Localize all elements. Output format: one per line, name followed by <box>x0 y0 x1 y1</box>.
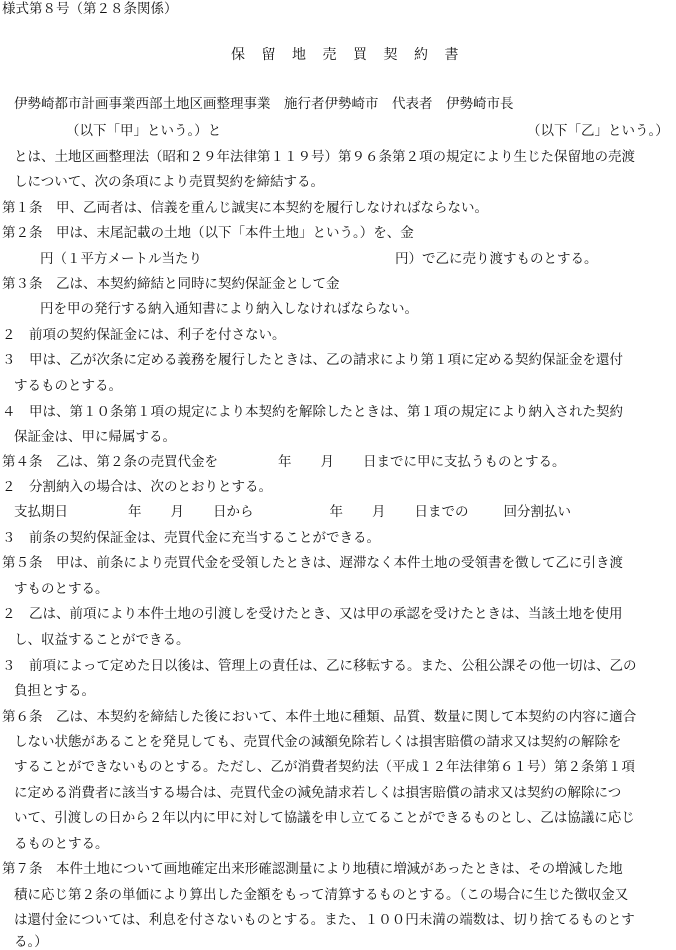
document-title: 保留地売買契約書 <box>231 47 475 63</box>
article-3-para: ４ 甲は、第１０条第１項の規定により本契約を解除したときは、第１項の規定により納入された契約 <box>2 404 623 420</box>
article-2-line: 第２条 甲は、末尾記載の土地（以下「本件土地」という。）を、金 <box>2 225 414 241</box>
preamble-line: しについて、次の条項により売買契約を締結する。 <box>14 174 324 190</box>
article-6-line: 第６条 乙は、本契約を締結した後において、本件土地に種類、品質、数量に関して本契約の内容に適合 <box>2 709 637 725</box>
article-3-line: 第３条 乙は、本契約締結と同時に契約保証金として金 <box>2 276 340 292</box>
article-7-line: は還付金については、利息を付さないものとする。また、１００円未満の端数は、切り捨てるものとす <box>14 912 635 928</box>
installment-schedule <box>14 506 571 520</box>
article-5-para: 負担とする。 <box>14 683 95 699</box>
article-4-text: 第４条 乙は、第２条の売買代金を <box>2 454 218 470</box>
form-label: 様式第８号（第２８条関係） <box>2 1 178 17</box>
article-2-price-label: 円（１平方メートル当たり <box>40 251 202 267</box>
article-5-para: し、収益することができる。 <box>14 632 190 648</box>
article-2-unit-price-label: 円）で乙に売り渡すものとする。 <box>395 251 598 267</box>
article-5-line: すものとする。 <box>14 581 109 597</box>
otsu-label: （以下「乙」という。） <box>527 123 669 139</box>
preamble-line: とは、土地区画整理法（昭和２９年法律第１１９号）第９６条第２項の規定により生じた保留地の売渡 <box>14 149 635 165</box>
article-7-line: る。） <box>14 934 48 950</box>
ko-label: （以下「甲」という。）と <box>66 123 222 139</box>
month-label: 月 <box>320 454 334 470</box>
year-label: 年 <box>278 454 292 470</box>
article-6-line: いて、引渡しの日から２年以内に甲に対して協議を申し立てることができるものとし、乙は協議に応じ <box>14 810 635 826</box>
installment-label: 回分割払い <box>503 504 571 520</box>
from-label: 日から <box>213 504 254 520</box>
article-1: 第１条 甲、乙両者は、信義を重んじ誠実に本契約を履行しなければならない。 <box>2 200 488 216</box>
article-3-para: ２ 前項の契約保証金には、利子を付さない。 <box>2 327 286 343</box>
schedule-label: 支払期日 <box>14 504 68 520</box>
article-4-para: ２ 分割納入の場合は、次のとおりとする。 <box>2 479 272 495</box>
article-3-line: 円を甲の発行する納入通知書により納入しなければならない。 <box>40 301 418 317</box>
article-5-line: 第５条 甲は、前条により売買代金を受領したときは、遅滞なく本件土地の受領書を徴して乙に引き渡 <box>2 555 623 571</box>
until-label: 日までの <box>414 504 469 520</box>
seller-line: 伊勢崎都市計画事業西部土地区画整理事業 施行者伊勢崎市 代表者 伊勢崎市長 <box>14 96 514 112</box>
article-7-line: 積に応じ第２条の単価により算出した金額をもって清算するものとする。（この場合に生じた徴収金又 <box>14 887 629 903</box>
year-label: 年 <box>329 504 343 520</box>
article-3-para: ３ 甲は、乙が次条に定める義務を履行したときは、乙の請求により第１項に定める契約保証金を還付 <box>2 352 623 368</box>
article-7-line: 第７条 本件土地について画地確定出来形確認測量により地積に増減があったときは、その増減した地 <box>2 861 623 877</box>
article-6-line: しない状態があることを発見しても、売買代金の減額免除若しくは損害賠償の請求又は契約の解除を <box>14 734 622 750</box>
article-4-payment-line <box>2 456 566 470</box>
article-5-para: ３ 前項によって定めた日以後は、管理上の責任は、乙に移転する。また、公租公課その他一切は、乙の <box>2 658 637 674</box>
article-6-line: に定める消費者に該当する場合は、売買代金の減免請求若しくは損害賠償の請求又は契約の解除につ <box>14 785 622 801</box>
article-3-para: するものとする。 <box>14 378 122 394</box>
day-label: 日までに甲に支払うものとする。 <box>363 454 566 470</box>
month-label: 月 <box>372 504 386 520</box>
article-6-line: することができないものとする。ただし、乙が消費者契約法（平成１２年法律第６１号）第２条第１項 <box>14 759 635 775</box>
article-3-para: 保証金は、甲に帰属する。 <box>14 429 176 445</box>
article-4-para: ３ 前条の契約保証金は、売買代金に充当することができる。 <box>2 530 380 546</box>
article-6-line: るものとする。 <box>14 836 109 852</box>
month-label: 月 <box>170 504 184 520</box>
year-label: 年 <box>128 504 142 520</box>
article-5-para: ２ 乙は、前項により本件土地の引渡しを受けたとき、又は甲の承認を受けたときは、当該土地を使用 <box>2 606 623 622</box>
